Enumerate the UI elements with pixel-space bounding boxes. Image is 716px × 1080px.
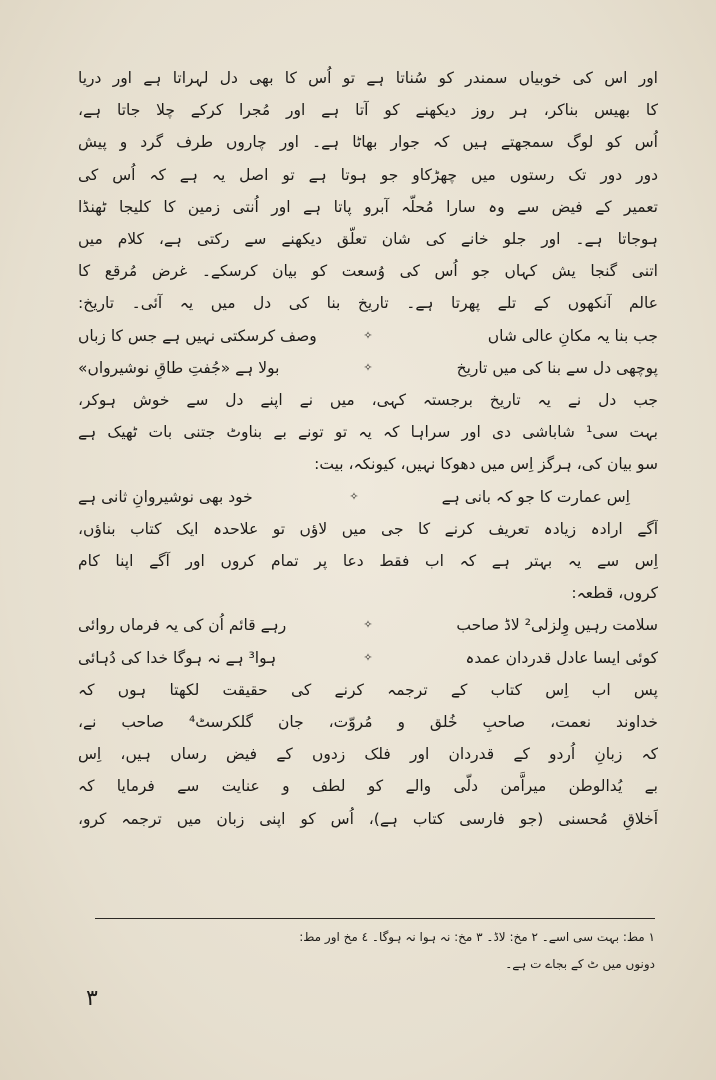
verse-first-half: سلامت رہیں وِلزلی² لاڈ صاحب xyxy=(456,616,658,635)
text-line: خداوند نعمت، صاحبِ خُلق و مُروّت، جان گلکرسٹ⁴ صاحب نے، xyxy=(78,713,658,732)
verse-second-half: رہے قائم اُن کی یہ فرماں روائی xyxy=(78,616,287,635)
verse-separator: ✧ xyxy=(363,650,373,664)
text-line: تعمیر کے فیض سے وہ سارا مُحلّہ آبرو پاتا ہے اور اُنتی زمین کا کلیجا ٹھنڈا xyxy=(78,197,658,216)
footnote-divider xyxy=(95,918,655,919)
footnotes xyxy=(95,924,655,978)
verse-second-half: وصف کرسکتی نہیں ہے جس کا زباں xyxy=(78,326,317,345)
verse-couplet xyxy=(78,481,658,513)
verse-first-half: پوچھی دل سے بنا کی میں تاریخ xyxy=(456,358,658,377)
verse-separator: ✧ xyxy=(363,360,373,374)
text-line: آگے ارادہ زیادہ تعریف کرنے کا جی میں لاؤں تو علاحدہ ایک کتاب بناؤں، xyxy=(78,519,658,538)
text-line: جب دل نے یہ تاریخ برجستہ کہی، میں نے اپنے دل سے خوش ہوکر، xyxy=(78,391,658,410)
verse-couplet xyxy=(78,609,658,641)
verse-second-half: بولا ہے «جُفتِ طاقِ نوشیرواں» xyxy=(78,358,280,377)
footnote-line: دونوں میں ٹ کے بجاے ت ہے۔ xyxy=(505,957,655,971)
text-line: پس اب اِس کتاب کے ترجمہ کرنے کی حقیقت لکھتا ہوں کہ xyxy=(78,680,658,699)
text-line: اِس سے یہ بہتر ہے کہ اب فقط دعا پر تمام کروں اور آگے اپنا کام xyxy=(78,552,658,571)
text-line: اُس کو لوگ سمجھتے ہیں کہ جوار بھاٹا ہے۔ اور چاروں طرف گرد و پیش xyxy=(78,133,658,152)
text-line: بہت سی¹ شاباشی دی اور سراہا کہ یہ تو تونے بے بناوٹ جتنی بات ٹھیک ہے xyxy=(78,423,658,442)
verse-first-half: اِس عمارت کا جو کہ بانی ہے xyxy=(441,487,630,506)
verse-separator: ✧ xyxy=(349,489,359,503)
text-line: اَخلاقِ مُحسنی (جو فارسی کتاب ہے)، اُس کو اپنی زبان میں ترجمہ کرو، xyxy=(78,809,658,828)
text-line: کہ زبانِ اُردو کے قدردان اور فلک زدوں کے فیض رساں ہیں، اِس xyxy=(78,745,658,764)
verse-separator: ✧ xyxy=(363,328,373,342)
verse-first-half: کوئی ایسا عادل قدردان عمدہ xyxy=(465,648,658,667)
footnote-line: ١ مط: بہت سی اسے۔ ٢ مخ: لاڈ۔ ٣ مخ: نہ ہوا نہ ہوگا۔ ٤ مخ اور مط: xyxy=(299,930,655,944)
page-number: ۳ xyxy=(86,986,98,1011)
verse-couplet xyxy=(78,320,658,352)
text-line: کا بھیس بناکر، ہر روز دیکھنے کو آتا ہے اور مُجرا کرکے چلا جاتا ہے، xyxy=(78,101,658,120)
verse-second-half: خود بھی نوشیروانِ ثانی ہے xyxy=(78,487,253,506)
text-line: دور دور تک رستوں میں چھڑکاو جو ہوتا ہے تو اصل یہ ہے کہ اُس کی xyxy=(78,165,658,184)
verse-first-half: جب بنا یہ مکانِ عالی شاں xyxy=(487,326,658,345)
text-line: ہوجاتا ہے۔ اور جلو خانے کی شان تعلّق دیکھنے سے رکتی ہے، کلام میں xyxy=(78,230,658,249)
main-text xyxy=(78,62,658,835)
text-line: سو بیان کی، ہرگز اِس میں دھوکا نہیں، کیونکہ، بیت: xyxy=(314,455,658,474)
verse-separator: ✧ xyxy=(363,618,373,632)
text-line: اور اس کی خوبیاں سمندر کو سُناتا ہے تو اُس کا بھی دل لہراتا ہے اور دریا xyxy=(78,69,658,87)
verse-couplet xyxy=(78,352,658,384)
verse-second-half: ہوا³ ہے نہ ہوگا خدا کی دُہائی xyxy=(78,648,277,667)
text-line: بے یُدالوطن میراَّمن دلّی والے کو لطف و عنایت سے فرمایا کہ xyxy=(78,777,658,796)
verse-couplet xyxy=(78,642,658,674)
text-line: عالم آنکھوں کے تلے پھرتا ہے۔ تاریخ بنا کی دل میں یہ آئی۔ تاریخ: xyxy=(78,294,658,313)
text-line: اتنی گنجا یش کہاں جو اُس کی وُسعت کو بیان کرسکے۔ غرض مُرقع کا xyxy=(78,262,658,281)
text-line: کروں، قطعہ: xyxy=(571,584,658,603)
